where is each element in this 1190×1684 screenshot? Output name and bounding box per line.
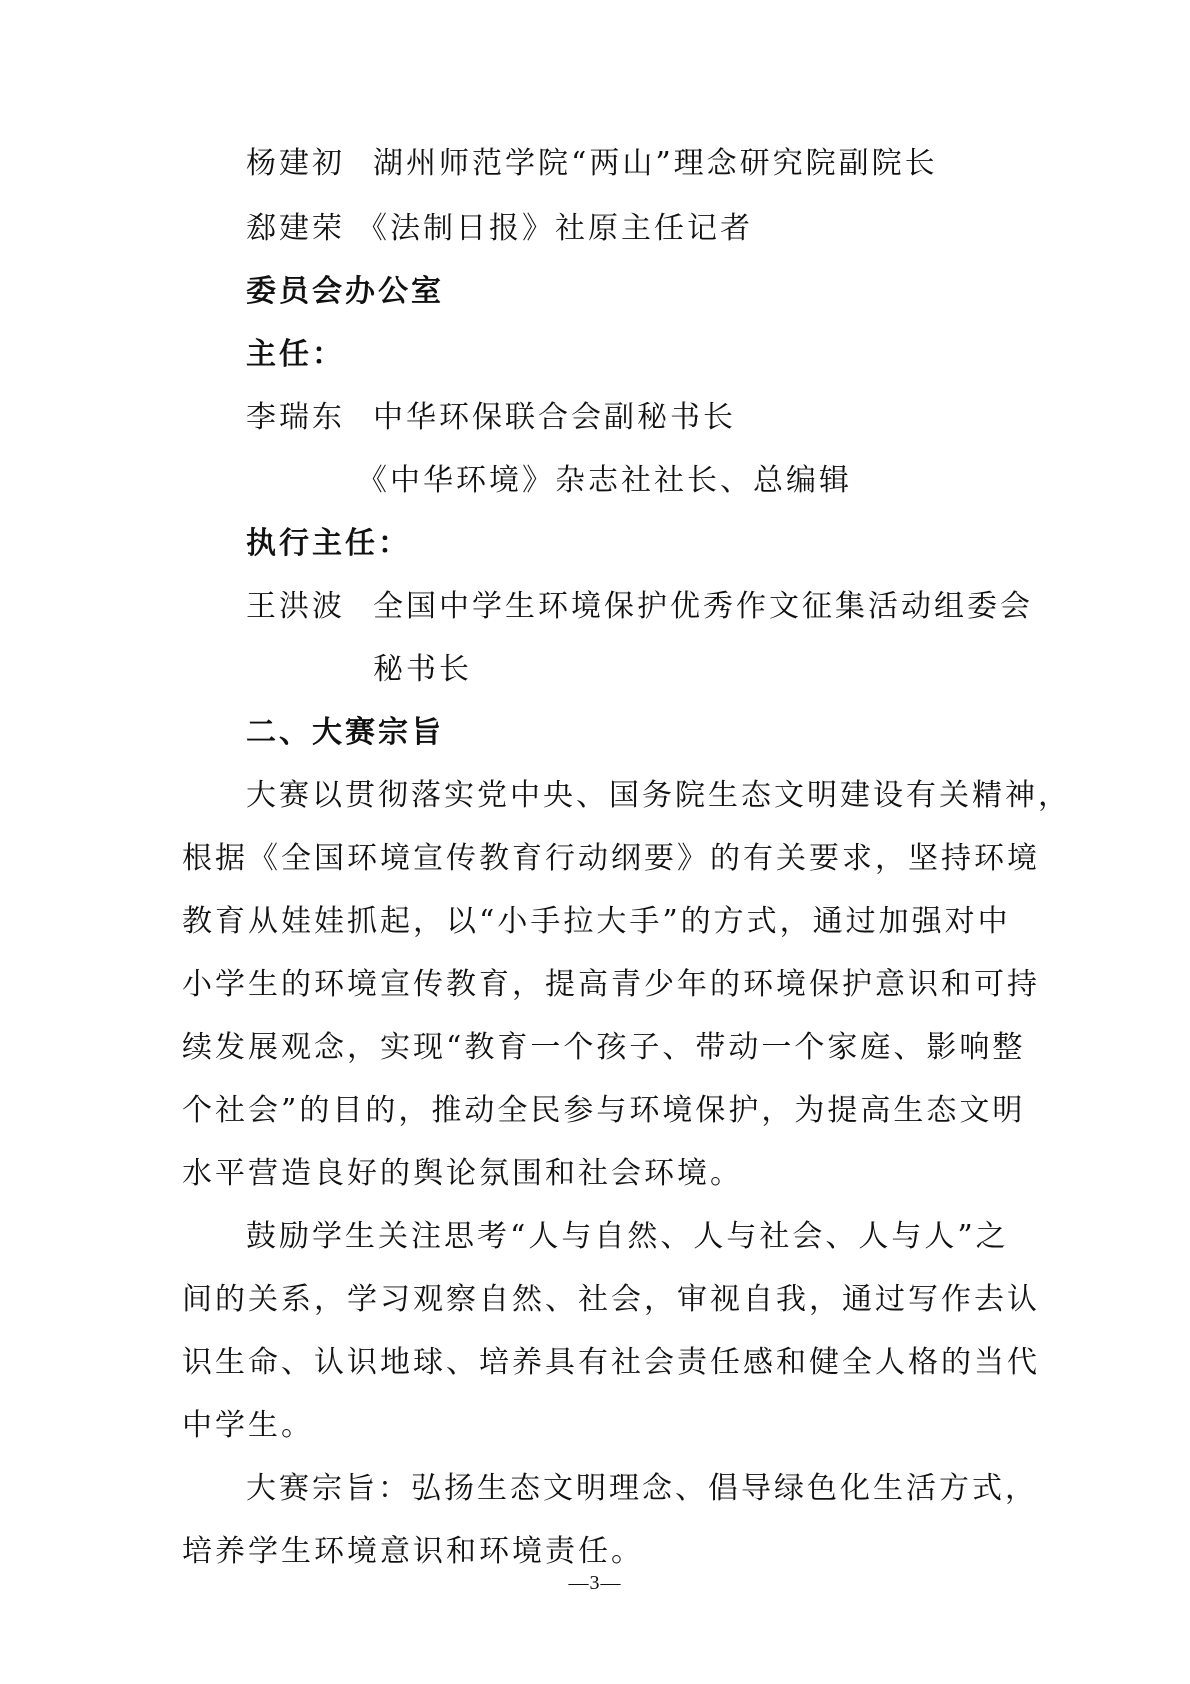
section-heading: 二、大赛宗旨 [246, 715, 444, 750]
director-role-2: 《中华环境》杂志社社长、总编辑 [357, 463, 852, 498]
paragraph-text: 识生命、认识地球、培养具有社会责任感和健全人格的当代 [182, 1345, 1040, 1380]
paragraph-text: 教育从娃娃抓起，以“小手拉大手”的方式，通过加强对中 [182, 904, 1011, 939]
paragraph-text: 培养学生环境意识和环境责任。 [182, 1534, 644, 1569]
director-label: 主任： [246, 337, 345, 372]
paragraph-text: 根据《全国环境宣传教育行动纲要》的有关要求，坚持环境 [182, 841, 1040, 876]
page-number: —3— [568, 1572, 622, 1594]
exec-director-name: 王洪波 [246, 589, 345, 624]
director-name: 李瑞东 [246, 400, 345, 435]
exec-director-label: 执行主任： [246, 526, 411, 561]
director-role-1: 中华环保联合会副秘书长 [373, 400, 736, 435]
paragraph-text: 鼓励学生关注思考“人与自然、人与社会、人与人”之 [246, 1219, 1009, 1254]
paragraph-text: 小学生的环境宣传教育，提高青少年的环境保护意识和可持 [182, 967, 1040, 1002]
exec-director-role-1: 全国中学生环境保护优秀作文征集活动组委会 [373, 589, 1033, 624]
paragraph-text: 个社会”的目的，推动全民参与环境保护，为提高生态文明 [182, 1093, 1026, 1128]
paragraph-text: 中学生。 [182, 1408, 314, 1443]
exec-director-role-2: 秘书长 [373, 652, 472, 687]
paragraph-text: 间的关系，学习观察自然、社会，审视自我，通过写作去认 [182, 1282, 1040, 1317]
paragraph-text: 大赛以贯彻落实党中央、国务院生态文明建设有关精神， [246, 778, 1071, 813]
paragraph-text: 大赛宗旨：弘扬生态文明理念、倡导绿色化生活方式， [246, 1471, 1038, 1506]
paragraph-text: 续发展观念，实现“教育一个孩子、带动一个家庭、影响整 [182, 1030, 1026, 1065]
member-name: 杨建初 [246, 146, 345, 181]
member-role: 《法制日报》社原主任记者 [357, 211, 753, 246]
office-heading: 委员会办公室 [246, 274, 444, 309]
paragraph-text: 水平营造良好的舆论氛围和社会环境。 [182, 1156, 743, 1191]
member-role: 湖州师范学院“两山”理念研究院副院长 [373, 146, 938, 181]
member-name: 郄建荣 [246, 211, 345, 246]
